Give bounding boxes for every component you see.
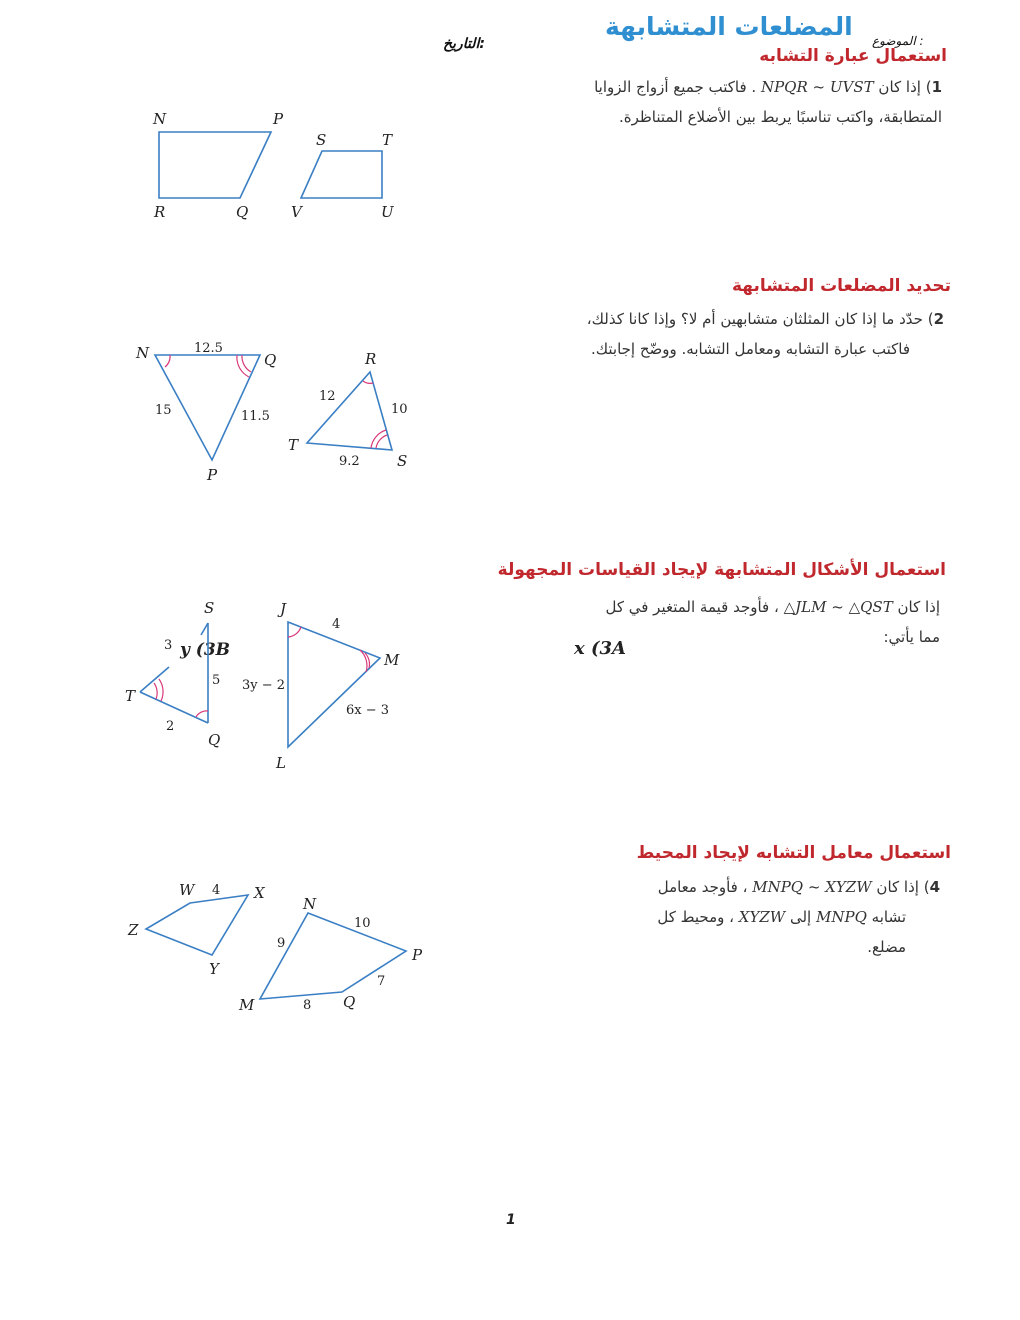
vertex-s: S (397, 452, 408, 470)
vertex-q: Q (264, 351, 277, 369)
vertex-x: X (254, 884, 265, 902)
side-np: 15 (155, 403, 172, 418)
side-sq-measure: 5 (212, 673, 221, 688)
section4-line1: 4) إذا كان MNPQ ~ XYZW ، فأوجد معامل (657, 878, 940, 896)
vertex-w: W (179, 881, 195, 899)
side-np: 10 (354, 916, 371, 931)
side-pq: 7 (377, 974, 386, 989)
section3-figure (120, 595, 410, 780)
section4-line2 (510, 902, 940, 932)
section1-line2: المتطابقة، واكتب تناسبًا يربط بين الأضلاع المتناظرة. (618, 108, 942, 126)
side-jl: 3y − 2 (242, 678, 286, 693)
similarity-statement: MNPQ ~ XYZW (752, 878, 872, 896)
date-label: التاريخ: (443, 36, 485, 52)
quadrilateral-wxyz (146, 895, 248, 955)
vertex-r: R (365, 350, 377, 368)
section2-figure (125, 335, 425, 490)
angle-mark-q-1 (237, 355, 249, 377)
angle-mark-q (196, 711, 208, 717)
side-qp: 11.5 (241, 409, 270, 424)
side-wx: 4 (212, 883, 221, 898)
item-3a (574, 638, 626, 659)
text-fragment: إذا كان (897, 598, 940, 616)
vertex-z: Z (128, 921, 139, 939)
vertex-n: N (153, 110, 167, 128)
side-nq: 12.5 (194, 341, 223, 356)
section4-heading: استعمال معامل التشابه لإيجاد المحيط (636, 843, 951, 863)
vertex-s: S (204, 599, 215, 617)
quadrilateral-npqr (159, 132, 271, 198)
angle-mark-n (165, 355, 170, 367)
question-number: 4 (929, 878, 940, 896)
text-fragment: إذا كان (878, 78, 921, 96)
question-number: 1 (931, 78, 942, 96)
section1-figure (140, 108, 410, 228)
subject-label: الموضوع : (872, 34, 924, 48)
vertex-n: N (136, 344, 150, 362)
side-st-top (201, 623, 208, 635)
vertex-t: T (382, 131, 393, 149)
section4-text (510, 872, 940, 962)
angle-mark-s-1 (371, 430, 386, 448)
side-st: 3 (164, 638, 173, 653)
triangle-rts (307, 372, 392, 450)
section4-line3: مضلع. (867, 938, 906, 956)
section4-figure (120, 875, 430, 1020)
triangle-jml (288, 622, 380, 747)
vertex-m: M (239, 996, 255, 1014)
vertex-p: P (207, 466, 218, 484)
angle-mark-r (363, 381, 373, 383)
text-fragment: ، فأوجد قيمة المتغير في كل (605, 598, 779, 616)
vertex-t: T (288, 436, 299, 454)
vertex-r: R (154, 203, 166, 221)
vertex-q: Q (208, 731, 221, 749)
page-title: المضلعات المتشابهة (605, 12, 853, 41)
similarity-statement: △JLM ~ △QST (783, 598, 893, 616)
side-st-bottom (140, 667, 169, 692)
section2-heading: تحديد المضلعات المتشابهة (732, 276, 951, 296)
polygon-name: XYZW (738, 908, 786, 926)
side-ml: 6x − 3 (346, 703, 390, 718)
page-number: 1 (506, 1212, 516, 1228)
text-fragment: ، ومحيط كل (657, 908, 734, 926)
vertex-p: P (412, 946, 423, 964)
angle-mark-t-1 (154, 683, 157, 699)
section2-line2: فاكتب عبارة التشابه ومعامل التشابه. ووضّح إجابتك. (590, 340, 910, 358)
angle-mark-j (288, 627, 301, 637)
section1-text (472, 72, 942, 132)
angle-mark-q-2 (242, 355, 251, 372)
text-fragment: إذا كان (876, 878, 919, 896)
text-fragment: إلى (789, 908, 812, 926)
section2-text (464, 304, 944, 364)
side-rs: 10 (391, 402, 408, 417)
vertex-n: N (303, 895, 317, 913)
section1-line1: 1) إذا كان NPQR ~ UVST . فاكتب جميع أزواج الزوايا (594, 78, 942, 96)
vertex-v: V (291, 203, 302, 221)
section3-line1 (540, 592, 940, 622)
vertex-u: U (381, 203, 394, 221)
side-jm: 4 (332, 617, 341, 632)
vertex-t: T (125, 687, 136, 705)
side-ts: 9.2 (339, 454, 360, 469)
vertex-j: J (280, 600, 287, 618)
side-mq: 8 (303, 998, 312, 1013)
section2-line1: 2) حدّد ما إذا كان المثلثان متشابهين أم لا؟ وإذا كانا كذلك، (586, 310, 944, 328)
side-mn: 9 (277, 936, 286, 951)
vertex-s: S (316, 131, 327, 149)
text-fragment: . فاكتب جميع أزواج الزوايا (594, 78, 757, 96)
item-3b-label: y (3B (180, 640, 231, 660)
vertex-q: Q (343, 993, 356, 1011)
text-fragment: ، فأوجد معامل (657, 878, 748, 896)
section3-line2: مما يأتي: (883, 628, 940, 646)
vertex-m: M (384, 651, 400, 669)
angle-mark-s-2 (376, 435, 387, 448)
similarity-statement: NPQR ~ UVST (760, 78, 874, 96)
item-3a-label: x (3A (574, 638, 627, 659)
section3-heading: استعمال الأشكال المتشابهة لإيجاد القياسات المجهولة (497, 560, 946, 580)
text-fragment: تشابه (871, 908, 906, 926)
vertex-y: Y (209, 960, 219, 978)
side-rt: 12 (319, 389, 336, 404)
question-number: 2 (933, 310, 944, 328)
side-tq-measure: 2 (166, 719, 175, 734)
text-fragment: حدّد ما إذا كان المثلثان متشابهين أم لا؟ وإذا كانا كذلك، (586, 310, 923, 328)
angle-mark-t-2 (159, 679, 163, 701)
section1-heading: استعمال عبارة التشابه (759, 46, 947, 66)
vertex-l: L (276, 754, 286, 772)
vertex-q: Q (236, 203, 249, 221)
polygon-name: MNPQ (816, 908, 867, 926)
quadrilateral-uvst (301, 151, 382, 198)
vertex-p: P (273, 110, 284, 128)
